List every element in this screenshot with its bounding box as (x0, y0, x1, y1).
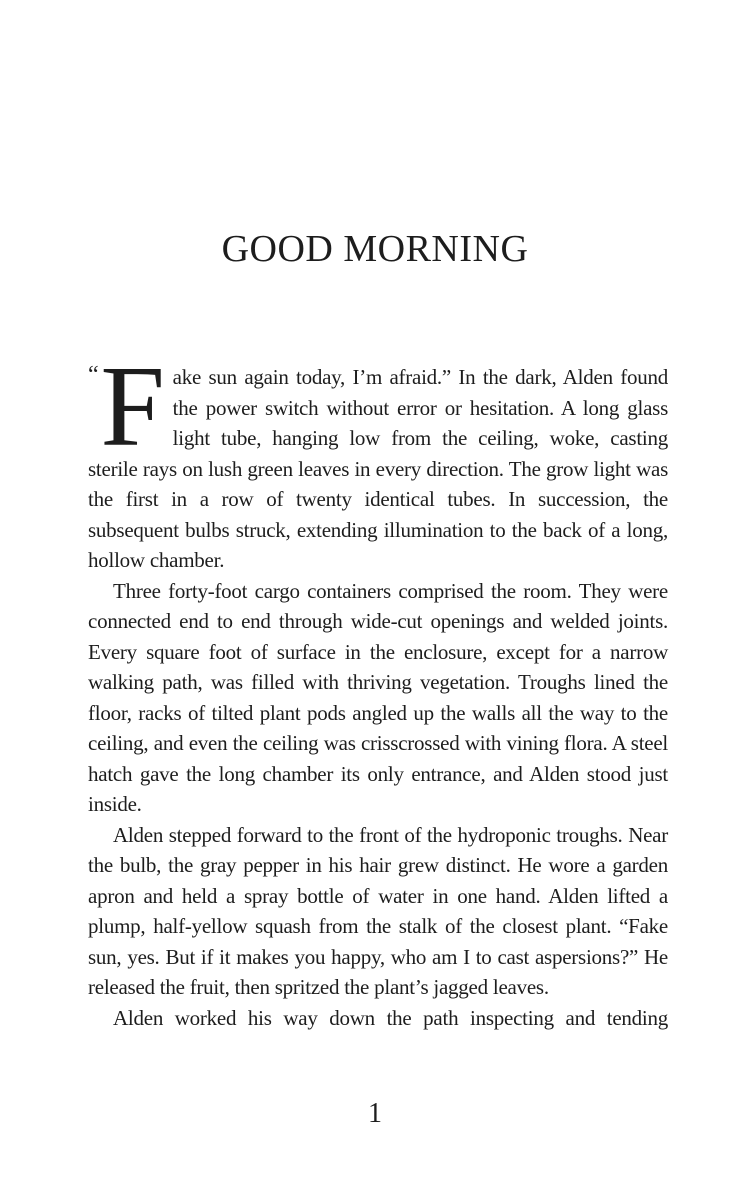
opening-quote-mark: “ (88, 362, 99, 388)
paragraph-opening (88, 343, 668, 576)
paragraph-text: ake sun again today, I’m afraid.” In the dark, Alden found the power switch without error or hesitation. A long glass light tube, hanging low from the ceiling, woke, casting sterile rays on lush green leaves in every direction. The grow light was the first in a row of twenty identical tubes. In succession, the subsequent bulbs struck, extending illumination to the back of a long, hollow chamber. (88, 365, 668, 572)
drop-cap-letter: F (100, 343, 165, 471)
paragraph: Three forty-foot cargo containers comprised the room. They were connected end to end through wide-cut openings and welded joints. Every square foot of surface in the enclosure, except for a narrow walking path, was filled with thriving vegetation. Troughs lined the floor, racks of tilted plant pods angled up the walls all the way to the ceiling, and even the ceiling was crisscrossed with vining flora. A steel hatch gave the long chamber its only entrance, and Alden stood just inside. (88, 578, 668, 816)
chapter-title: GOOD MORNING (221, 228, 529, 270)
page-number: 1 (368, 1098, 382, 1129)
paragraph-partial: Alden worked his way down the path inspecting and tending (113, 1005, 668, 1030)
paragraph: Alden stepped forward to the front of the hydroponic troughs. Near the bulb, the gray pepper in his hair grew distinct. He wore a garden apron and held a spray bottle of water in one hand. Alden lifted a plump, half-yellow squash from the stalk of the closest plant. “Fake sun, yes. But if it makes you happy, who am I to cast aspersions?” He released the fruit, then spritzed the plant’s jagged leaves. (88, 822, 668, 999)
chapter-body (88, 343, 668, 1033)
